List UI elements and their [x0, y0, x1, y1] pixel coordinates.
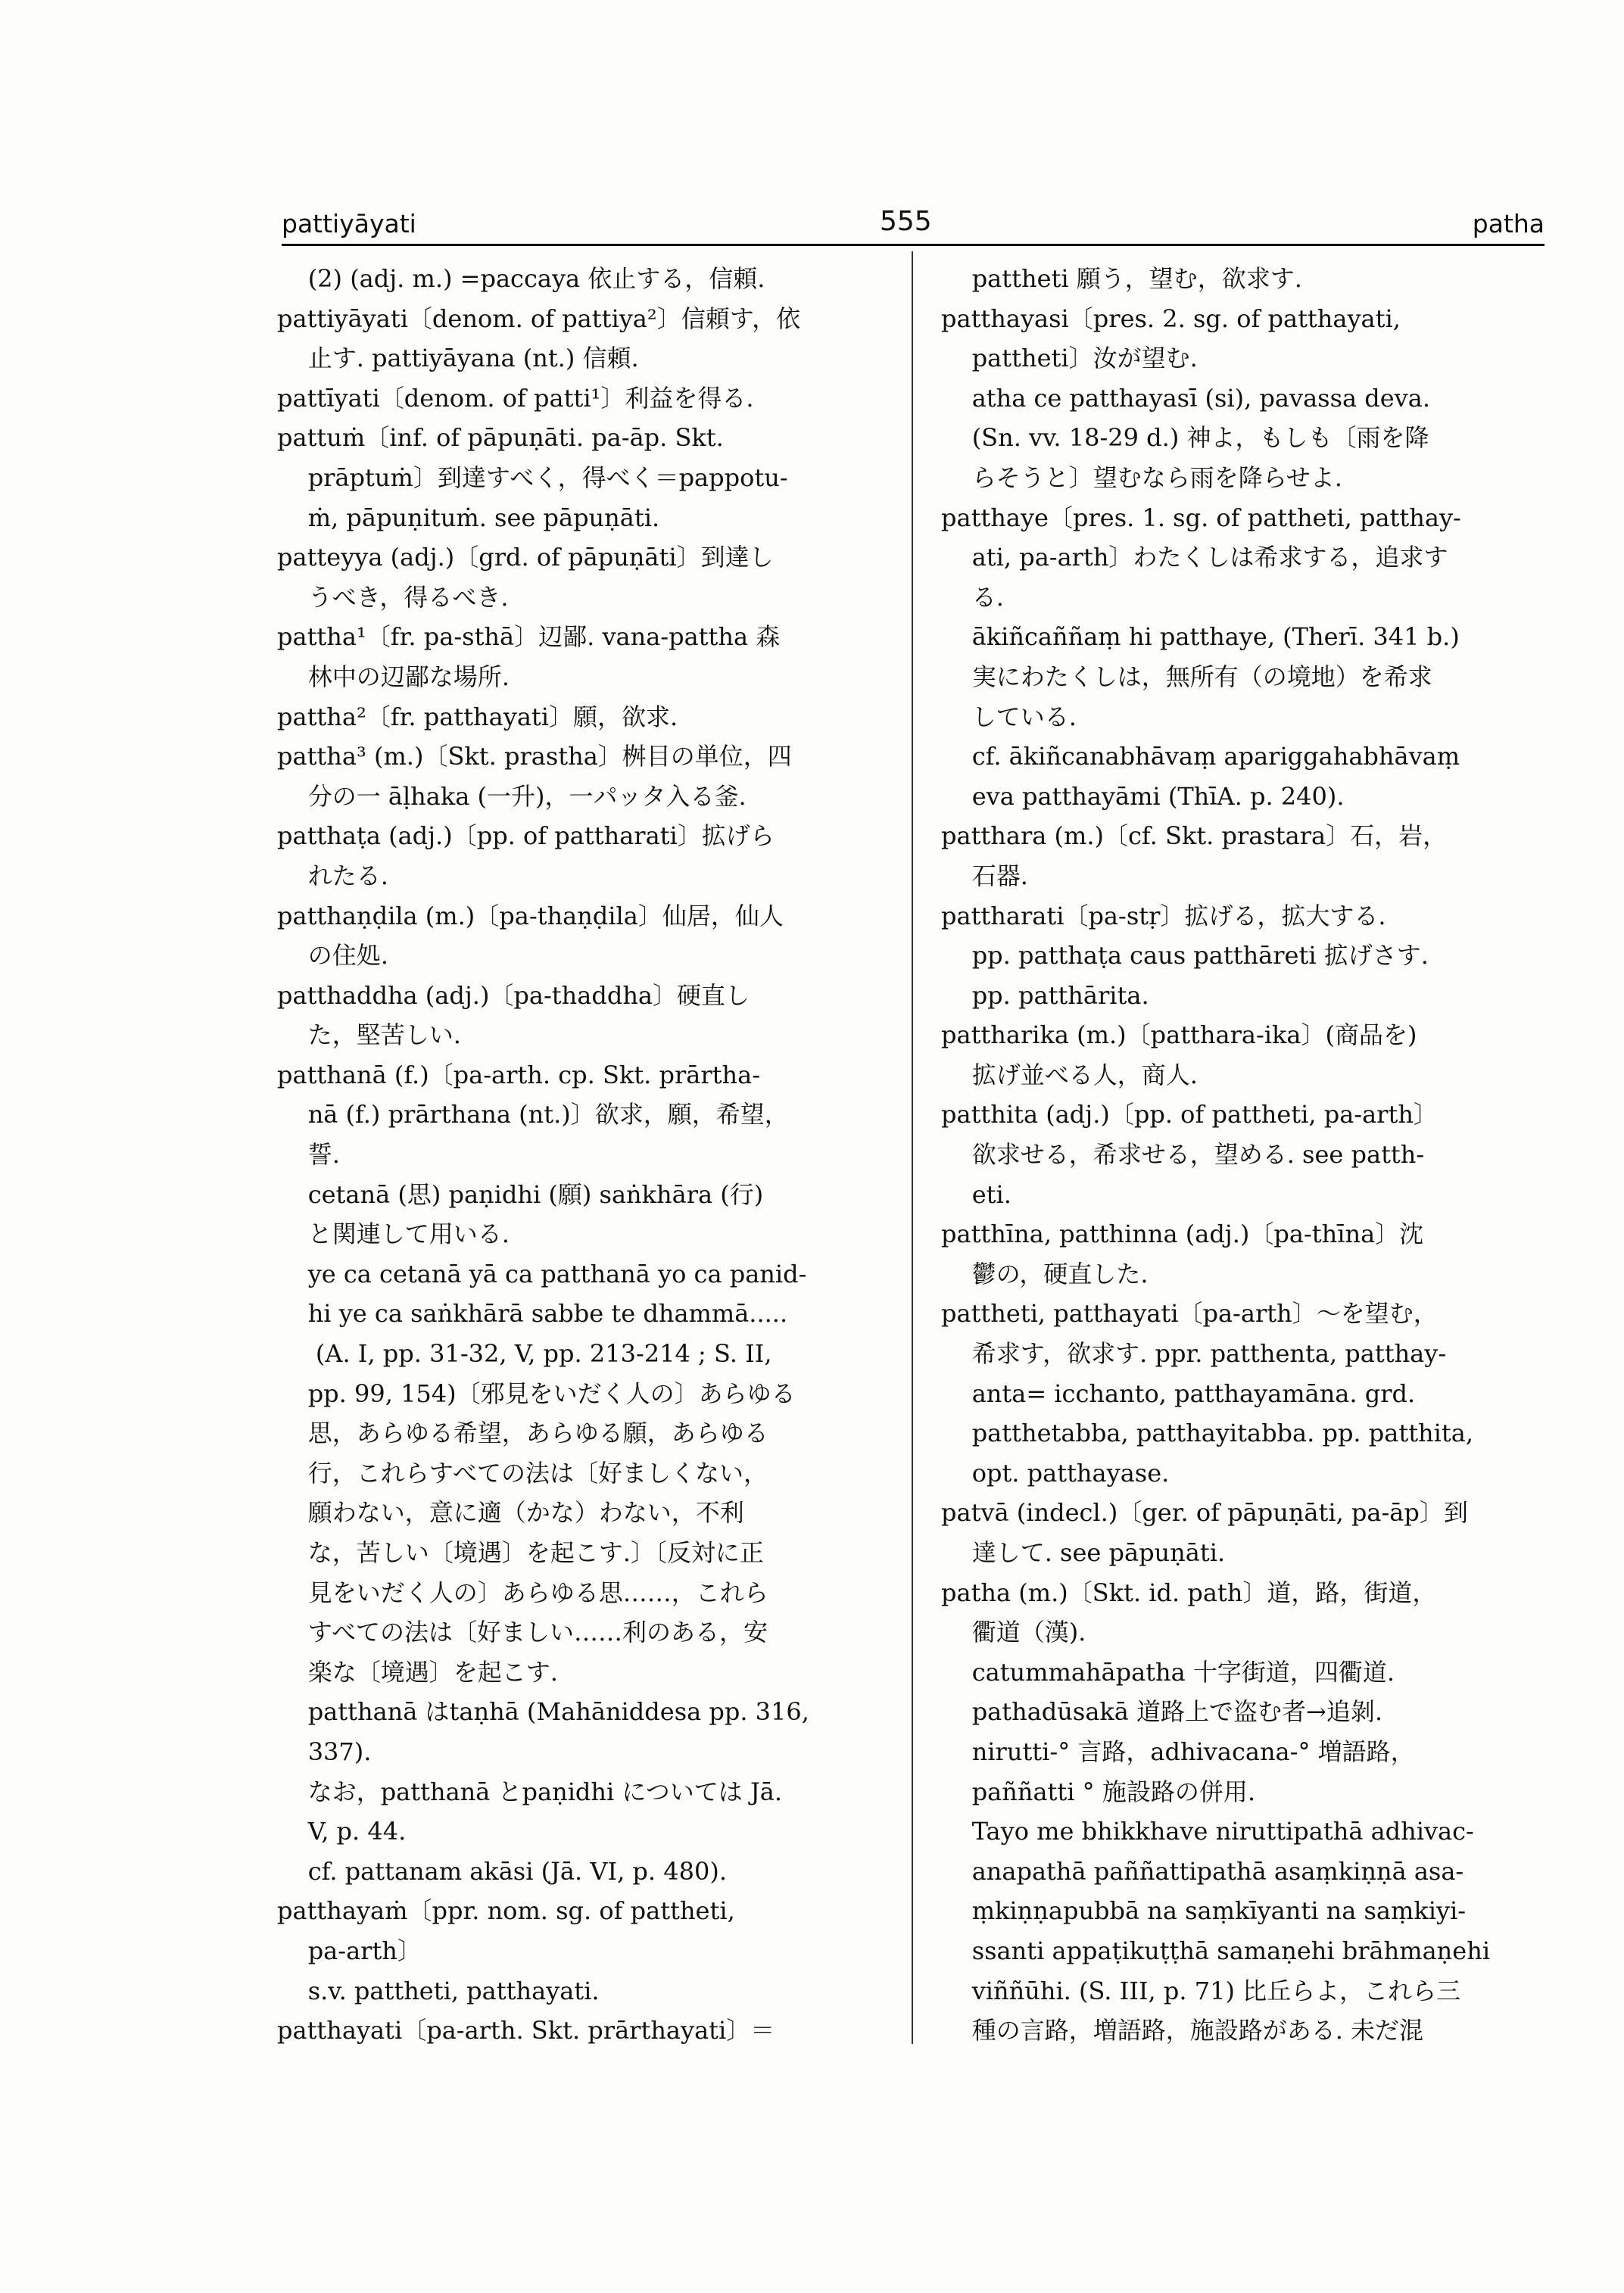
text-line: s.v. pattheti, patthayati. [277, 1976, 600, 2005]
text-line: 337). [277, 1737, 372, 1766]
column-divider [912, 251, 913, 2044]
text-line: cetanā (思) paṇidhi (願) saṅkhāra (行) [277, 1179, 764, 1209]
text-line: pattharika (m.)〔patthara-ika〕(商品を) [941, 1020, 1417, 1050]
text-line: ākiñcaññaṃ hi patthaye, (Therī. 341 b.) [941, 622, 1460, 652]
right-column [941, 259, 1547, 2051]
text-line: の住処. [277, 941, 388, 970]
left-guide-word: pattiyāyati [282, 209, 416, 238]
text-line: 石器. [941, 861, 1028, 890]
text-line: pathadūsakā 道路上で盗む者→追剝. [941, 1697, 1383, 1727]
text-line: patthīna, patthinna (adj.)〔pa-thīna〕沈 [941, 1220, 1424, 1249]
text-line: patthara (m.)〔cf. Skt. prastara〕石，岩， [941, 821, 1448, 851]
text-line: ye ca cetanā yā ca patthanā yo ca panid- [277, 1259, 807, 1288]
text-line: patthaddha (adj.)〔pa-thaddha〕硬直し [277, 980, 750, 1010]
text-line: 見をいだく人の〕あらゆる思……，これら [277, 1578, 768, 1607]
text-line: すべての法は〔好ましい……利のある，安 [277, 1618, 768, 1647]
text-line: ati, pa-arth〕わたくしは希求する，追求す [941, 543, 1448, 572]
text-line: cf. pattanam akāsi (Jā. VI, p. 480). [277, 1856, 727, 1886]
text-line: pattheti 願う，望む，欲求す. [941, 264, 1302, 293]
text-line: eva patthayāmi (ThīA. p. 240). [941, 781, 1345, 811]
text-line: 実にわたくしは，無所有（の境地）を希求 [941, 662, 1432, 691]
text-line: pattheti〕汝が望む. [941, 344, 1198, 373]
text-line: 種の言路，増語路，施設路がある. 未だ混 [941, 2016, 1424, 2045]
text-line: prāptuṁ〕到達すべく，得べく＝pappotu- [277, 463, 788, 492]
text-line: Tayo me bhikkhave niruttipathā adhivac- [941, 1817, 1474, 1846]
text-line: paññatti ° 施設路の併用. [941, 1777, 1256, 1806]
text-line: viññūhi. (S. III, p. 71) 比丘らよ，これら三 [941, 1976, 1461, 2005]
text-line: うべき，得るべき. [277, 582, 509, 612]
text-line: pa-arth〕 [277, 1936, 422, 1965]
text-line: patthetabba, patthayitabba. pp. patthita, [941, 1419, 1473, 1448]
text-line: anapathā paññattipathā asaṃkiṇṇā asa- [941, 1856, 1464, 1886]
text-line: patthanā (f.)〔pa-arth. cp. Skt. prārtha- [277, 1060, 761, 1089]
page-number: 555 [880, 206, 932, 237]
text-line: nā (f.) prārthana (nt.)〕欲求，願，希望， [277, 1100, 789, 1129]
text-line: 希求す，欲求す. ppr. patthenta, patthay- [941, 1339, 1447, 1369]
text-line: (2) (adj. m.) =paccaya 依止する，信頼. [277, 264, 765, 293]
text-line: patvā (indecl.)〔ger. of pāpuṇāti, pa-āp〕到 [941, 1498, 1468, 1528]
text-line: pp. patthaṭa caus patthāreti 拡げさす. [941, 941, 1429, 970]
text-line: catummahāpatha 十字街道，四衢道. [941, 1657, 1395, 1687]
text-line: pattiyāyati〔denom. of pattiya²〕信頼す，依 [277, 304, 801, 333]
header-rule [282, 244, 1545, 246]
text-line: 拡げ並べる人，商人. [941, 1060, 1198, 1089]
text-line: 鬱の，硬直した. [941, 1259, 1149, 1288]
text-line: patha (m.)〔Skt. id. path〕道，路，街道， [941, 1578, 1437, 1607]
text-line: 止す. pattiyāyana (nt.) 信頼. [277, 344, 639, 373]
text-line: している. [941, 702, 1077, 731]
text-line: pattuṁ〔inf. of pāpuṇāti. pa-āp. Skt. [277, 423, 724, 453]
text-line: 達して. see pāpuṇāti. [941, 1538, 1226, 1567]
text-line: 願わない，意に適（かな）わない，不利 [277, 1498, 744, 1528]
text-line: patthanā はtaṇhā (Mahāniddesa pp. 316, [277, 1697, 809, 1727]
text-line: れたる. [277, 861, 388, 890]
text-line: patthayasi〔pres. 2. sg. of patthayati, [941, 304, 1401, 333]
text-line: atha ce patthayasī (si), pavassa deva. [941, 383, 1430, 413]
text-line: patteyya (adj.)〔grd. of pāpuṇāti〕到達し [277, 543, 774, 572]
text-line: pp. 99, 154)〔邪見をいだく人の〕あらゆる [277, 1379, 796, 1408]
text-line: 林中の辺鄙な場所. [277, 662, 510, 691]
text-line: らそうと〕望むなら雨を降らせよ. [941, 463, 1342, 492]
running-header [282, 206, 1545, 245]
text-line: patthaṇḍila (m.)〔pa-thaṇḍila〕仙居，仙人 [277, 901, 784, 930]
text-line: patthayati〔pa-arth. Skt. prārthayati〕＝ [277, 2016, 775, 2045]
text-line: ssanti appaṭikuṭṭhā samaṇehi brāhmaṇehi [941, 1936, 1491, 1965]
text-line: 誓. [277, 1140, 340, 1170]
text-line: ṃkiṇṇapubbā na saṃkīyanti na saṃkiyi- [941, 1896, 1467, 1926]
text-line: 衢道（漢). [941, 1618, 1086, 1647]
right-guide-word: patha [1472, 209, 1545, 238]
text-line: anta= icchanto, patthayamāna. grd. [941, 1379, 1416, 1408]
text-line: hi ye ca saṅkhārā sabbe te dhammā..... [277, 1299, 788, 1329]
text-line: pattīyati〔denom. of patti¹〕利益を得る. [277, 383, 754, 413]
left-column [277, 259, 883, 2051]
text-line: nirutti-° 言路，adhivacana-° 増語路， [941, 1737, 1415, 1766]
text-line: pattha³ (m.)〔Skt. prastha〕桝目の単位，四 [277, 742, 792, 771]
text-line: opt. patthayase. [941, 1458, 1170, 1488]
text-line: 分の一 āḷhaka (一升)，一パッタ入る釜. [277, 781, 747, 811]
text-line: な，苦しい〔境遇〕を起こす.〕〔反対に正 [277, 1538, 764, 1567]
text-line: patthayaṁ〔ppr. nom. sg. of pattheti, [277, 1896, 735, 1926]
text-line: eti. [941, 1179, 1011, 1209]
text-line: なお，patthanā とpaṇidhi については Jā. [277, 1777, 783, 1806]
text-line: patthaṭa (adj.)〔pp. of pattharati〕拡げら [277, 821, 775, 851]
text-line: る. [941, 582, 1004, 612]
text-line: た，堅苦しい. [277, 1020, 461, 1050]
text-line: ṁ, pāpuṇituṁ. see pāpuṇāti. [277, 503, 660, 532]
text-line: pp. patthārita. [941, 980, 1149, 1010]
text-line: cf. ākiñcanabhāvaṃ apariggahabhāvaṃ [941, 742, 1460, 771]
text-line: pattheti, patthayati〔pa-arth〕〜を望む， [941, 1299, 1438, 1329]
text-line: patthita (adj.)〔pp. of pattheti, pa-arth〕 [941, 1100, 1438, 1129]
text-line: patthaye〔pres. 1. sg. of pattheti, patthay- [941, 503, 1461, 532]
text-line: V, p. 44. [277, 1817, 407, 1846]
text-line: 行，これらすべての法は〔好ましくない， [277, 1458, 768, 1488]
text-line: (Sn. vv. 18-29 d.) 神よ，もしも〔雨を降 [941, 423, 1429, 453]
text-line: と関連して用いる. [277, 1220, 510, 1249]
text-line: 楽な〔境遇〕を起こす. [277, 1657, 558, 1687]
text-line: 欲求せる，希求せる，望める. see patth- [941, 1140, 1425, 1170]
text-line: pattha²〔fr. patthayati〕願，欲求. [277, 702, 678, 731]
text-line: pattharati〔pa-stṛ〕拡げる，拡大する. [941, 901, 1386, 930]
text-line: 思，あらゆる希望，あらゆる願，あらゆる [277, 1419, 768, 1448]
text-line: pattha¹〔fr. pa-sthā〕辺鄙. vana-pattha 森 [277, 622, 781, 652]
text-line: (A. I, pp. 31-32, V, pp. 213-214 ; S. II, [277, 1339, 772, 1369]
